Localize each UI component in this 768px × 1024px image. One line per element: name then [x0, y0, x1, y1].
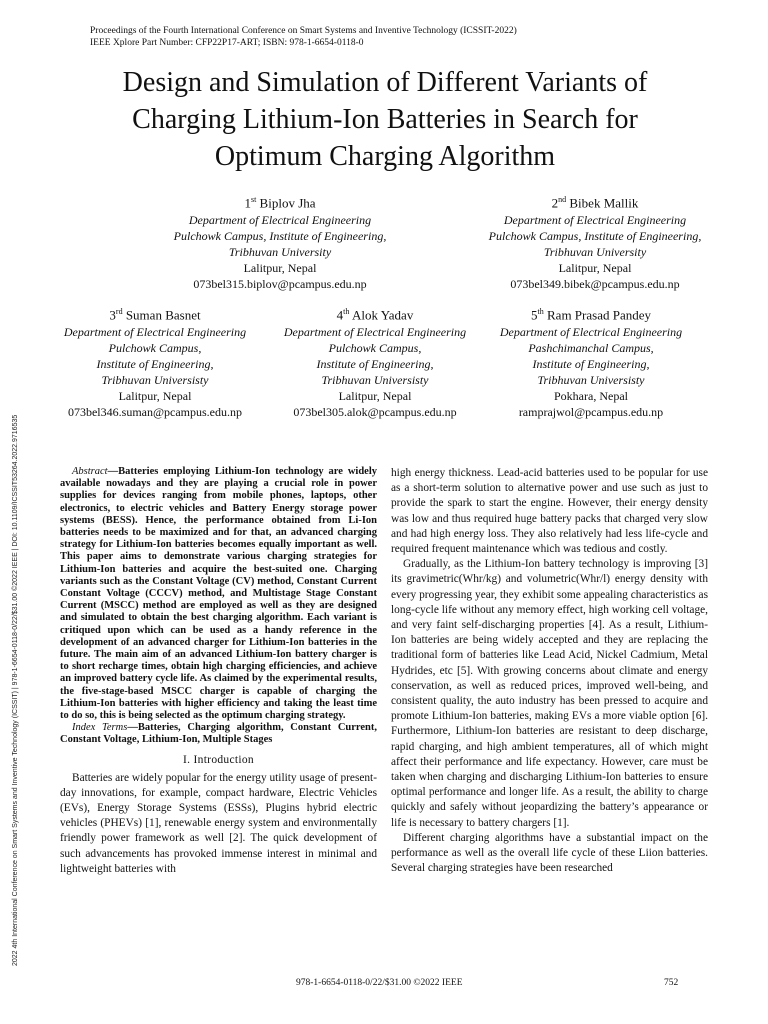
intro-paragraph-4: Different charging algorithms have a substantial impact on the performance as well as the overall life cycle of these Liion batteries. Several charging strategies have been researched: [391, 831, 708, 875]
author-institute: Institute of Engineering,: [532, 357, 650, 372]
title-line-1: Design and Simulation of Different Variants of: [122, 67, 648, 98]
author-department: Department of Electrical Engineering: [63, 325, 247, 340]
left-column: [60, 466, 377, 877]
author-campus: Pulchowk Campus,: [328, 341, 422, 356]
author-department: Department of Electrical Engineering: [188, 213, 372, 228]
abstract-text: —Batteries employing Lithium-Ion technology are widely available nowadays and they are playing a crucial role in power supplies for devices ranging from mobile phones, laptops, other electronics, to electric vehicles and Battery Energy storage power systems (BESS). Hence, the performance obtained from Li-Ion batteries needs to be maximized and for that, an advanced charging strategy for Lithium-Ion batteries becomes equally important as well. This paper aims to demonstrate various charging strategies for Lithium-Ion batteries and acquire the best-suited one. Charging variants such as the Constant Voltage (CV) method, Constant Current Constant Voltage (CCCV) method, and Multistage Stage Constant Current (MSCC) method are employed as well as they are designed and simulated to obtain the best charging algorithm. Each variant is critiqued upon which can be used as a handy reference in the development of an advanced charger for Lithium-Ion batteries in the future. The main aim of an advanced Lithium-Ion battery charger is to short recharge times, obtain high charging efficiencies, and achieve an improved battery cycle life. As claimed by the experimental results, the five-stage-based MSCC charger is capable of charging the Lithium-Ion batteries with higher efficiency and taking the least time to do so, this is being selected as the optimum charging strategy.: [60, 466, 377, 722]
author-city: Lalitpur, Nepal: [243, 261, 317, 276]
author-email[interactable]: 073bel346.suman@pcampus.edu.np: [67, 405, 243, 420]
author-campus: Pashchimanchal Campus,: [528, 341, 654, 356]
author-email[interactable]: 073bel315.biplov@pcampus.edu.np: [193, 277, 367, 292]
author-email[interactable]: ramprajwol@pcampus.edu.np: [518, 405, 664, 420]
intro-paragraph-1: Batteries are widely popular for the energy utility usage of present-day innovations, for example, compact hardware, Electric Vehicles (EVs), Energy Storage Systems (ESSs), Plugins hybrid electric vehicles (PHEVs) [1], renewable energy system and environmentally friendly power framework as well [2]. The quick development of such advancements has provoked immense interest in minimal and lightweight batteries with: [60, 771, 377, 875]
author-university: Tribhuvan Universisty: [101, 373, 209, 388]
author-university: Tribhuvan University: [228, 245, 332, 260]
author-name: 2nd Bibek Mallik: [551, 195, 639, 211]
author-campus: Pulchowk Campus, Institute of Engineering,: [173, 229, 387, 244]
author-block-2: [465, 191, 725, 292]
author-email[interactable]: 073bel305.alok@pcampus.edu.np: [293, 405, 457, 420]
author-name: 3rd Suman Basnet: [109, 307, 201, 323]
isbn-line: IEEE Xplore Part Number: CFP22P17-ART; ISBN: 978-1-6654-0118-0: [90, 38, 364, 48]
title-line-3: Optimum Charging Algorithm: [214, 141, 556, 172]
author-block-1: [150, 191, 410, 292]
author-block-4: [270, 303, 480, 420]
index-terms-text: —Batteries, Charging algorithm, Constant Current, Constant Voltage, Lithium-Ion, Multiple Stages: [60, 722, 378, 746]
author-university: Tribhuvan Universisty: [321, 373, 429, 388]
author-department: Department of Electrical Engineering: [503, 213, 687, 228]
abstract-label: Abstract: [72, 466, 108, 477]
index-terms: [60, 722, 377, 746]
side-citation: 2022 4th International Conference on Smart Systems and Inventive Technology (ICSSIT) | 978-1-6654-0118-0/22/$31.00 ©2022 IEEE | DOI: 10.1109/ICSSIT53264.2022.9716535: [12, 414, 19, 966]
abstract: [60, 466, 377, 722]
author-city: Lalitpur, Nepal: [338, 389, 412, 404]
author-city: Lalitpur, Nepal: [118, 389, 192, 404]
title-line-2: Charging Lithium-Ion Batteries in Search for: [132, 104, 638, 135]
index-terms-label: Index Terms: [72, 722, 128, 734]
author-city: Lalitpur, Nepal: [558, 261, 632, 276]
author-university: Tribhuvan Universisty: [537, 373, 645, 388]
author-block-3: [50, 303, 260, 420]
author-campus: Pulchowk Campus,: [108, 341, 202, 356]
author-city: Pokhara, Nepal: [554, 389, 628, 404]
author-email[interactable]: 073bel349.bibek@pcampus.edu.np: [510, 277, 680, 292]
footer-copyright: 978-1-6654-0118-0/22/$31.00 ©2022 IEEE: [296, 978, 463, 988]
paper-title: [60, 64, 710, 175]
page-number: 752: [664, 978, 679, 988]
author-name: 4th Alok Yadav: [336, 307, 414, 323]
author-institute: Institute of Engineering,: [96, 357, 214, 372]
author-department: Department of Electrical Engineering: [283, 325, 467, 340]
author-name: 1st Biplov Jha: [244, 195, 316, 211]
right-column: [391, 466, 708, 876]
section-heading-introduction: I. Introduction: [183, 753, 254, 766]
author-department: Department of Electrical Engineering: [499, 325, 683, 340]
author-university: Tribhuvan University: [543, 245, 647, 260]
proceedings-line: Proceedings of the Fourth International Conference on Smart Systems and Inventive Technology (ICSSIT-2022): [90, 26, 517, 36]
author-block-5: [486, 303, 696, 420]
author-campus: Pulchowk Campus, Institute of Engineering,: [488, 229, 702, 244]
intro-paragraph-3: Gradually, as the Lithium-Ion battery technology is improving [3] its gravimetric(Whr/kg) and volumetric(Whr/l) energy density with every progressing year, they exhibit some appealing characteristics as long-cycle life without any memory effect, high working cell voltage, and very faint self-discharging properties [4]. As a result, Lithium-Ion batteries are being widely accepted and they are replacing the traditional form of batteries like Lead Acid, Nickel Cadmium, Metal Hydrides, etc [5]. With growing concerns about climate and energy conservation, as well as reduced prices, improved well-being, and consistent quality, the auto industry has been pressed to acquire and promote Lithium-Ion batteries, making EVs a more viable option [6]. Furthermore, Lithium-Ion batteries are resistant to deep discharge, rapid charging, and high ambient temperatures, all of which might affect their performance and life expectancy. However, care must be taken when charging and discharging Lithium-Ion batteries to ensure optimal performance and longer life. As a result, the ability to charge quickly and safely without jeopardizing the battery’s appearance or life is necessary to battery chargers [1].: [391, 558, 708, 829]
intro-paragraph-2: high energy thickness. Lead-acid batteries used to be popular for use as a short-term solution to alternative power and use such as just to provide the spark to start the engine. However, their energy density was low and thus required huge battery packs that charged very slow and had high energy loss. They also relatively had less life-cycle and required frequent maintenance which was tedious and costly.: [391, 467, 708, 556]
author-institute: Institute of Engineering,: [316, 357, 434, 372]
author-name: 5th Ram Prasad Pandey: [531, 307, 651, 323]
